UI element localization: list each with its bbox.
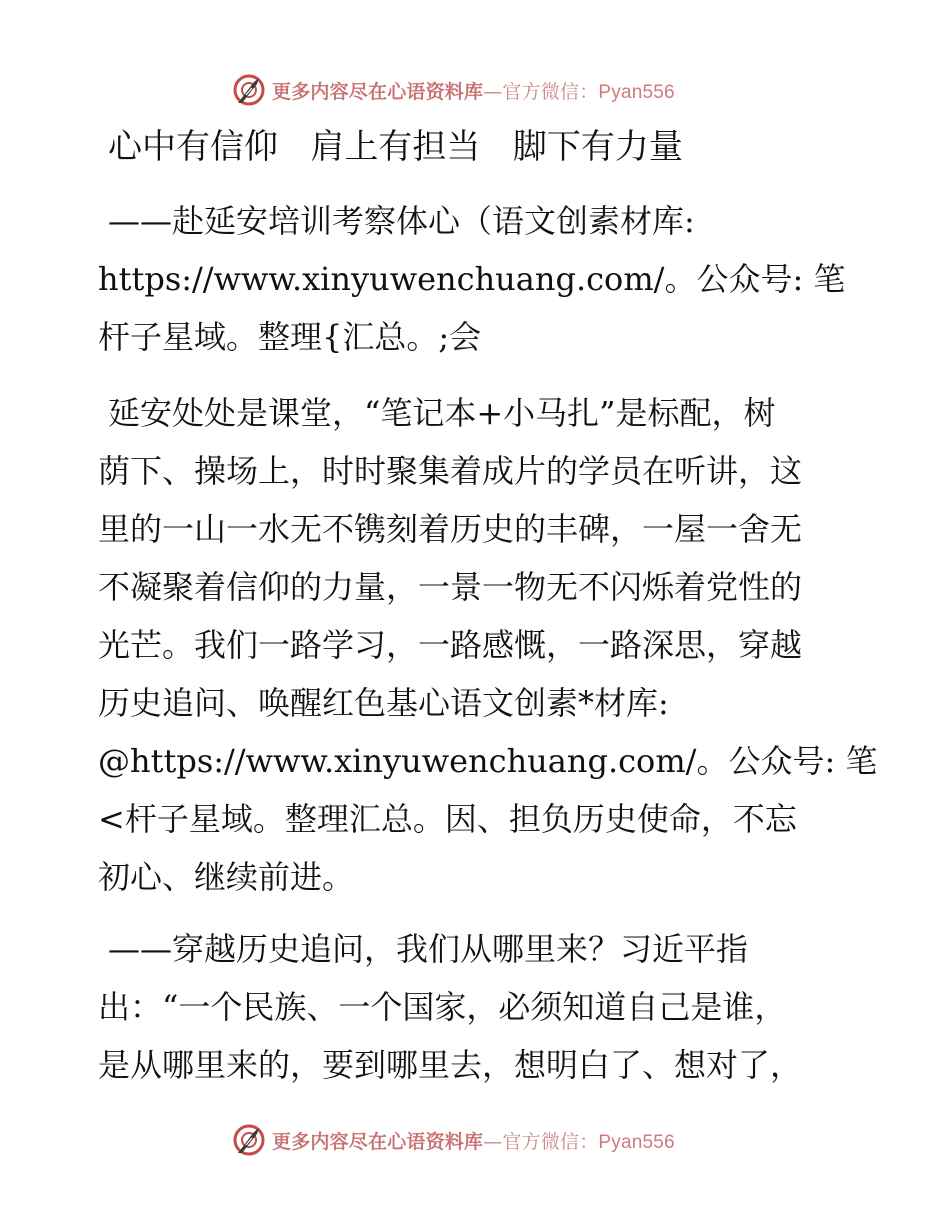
watermark-text xyxy=(272,1127,675,1154)
subtitle-line: 杆子星域。整理{汇总。;会 xyxy=(98,318,482,356)
subtitle-line: ——赴延安培训考察体心（语文创素材库: xyxy=(108,202,695,240)
paragraph-line: 里的一山一水无不镌刻着历史的丰碑，一屋一舍无 xyxy=(98,510,803,548)
document-title: 心中有信仰 肩上有担当 脚下有力量 xyxy=(108,127,683,167)
paragraph-line: 荫下、操场上，时时聚集着成片的学员在听讲，这 xyxy=(98,452,803,490)
paragraph-1 xyxy=(98,384,878,906)
watermark-account: Pyan556 xyxy=(598,81,675,103)
watermark-separator: — xyxy=(483,1130,503,1153)
paragraph-line: @https://www.xinyuwenchuang.com/。公众号: 笔 xyxy=(98,742,878,780)
paragraph-line: 不凝聚着信仰的力量，一景一物无不闪烁着党性的 xyxy=(98,568,803,606)
paragraph-2 xyxy=(98,920,858,1094)
paragraph-line: 延安处处是课堂，“笔记本+小马扎”是标配，树 xyxy=(108,394,776,432)
footer-watermark xyxy=(232,1120,732,1160)
watermark-main-text: 更多内容尽在心语资料库 xyxy=(272,80,484,103)
watermark-account: Pyan556 xyxy=(598,1131,675,1153)
paragraph-line: 光芒。我们一路学习，一路感慨，一路深思，穿越 xyxy=(98,626,803,664)
subtitle-line: https://www.xinyuwenchuang.com/。公众号: 笔 xyxy=(98,260,846,298)
paragraph-line: <杆子星域。整理汇总。因、担负历史使命，不忘 xyxy=(98,800,797,838)
paragraph-line: ——穿越历史追问，我们从哪里来？习近平指 xyxy=(108,930,749,968)
quill-logo-icon xyxy=(232,73,266,107)
watermark-text xyxy=(272,77,675,104)
paragraph-line: 历史追问、唤醒红色基心语文创素*材库: xyxy=(98,684,669,722)
watermark-official-label: 官方微信： xyxy=(502,1130,599,1153)
paragraph-line: 初心、继续前进。 xyxy=(98,858,355,896)
header-watermark xyxy=(232,70,732,110)
subtitle-block xyxy=(98,192,858,366)
watermark-separator: — xyxy=(483,80,503,103)
paragraph-line: 出：“一个民族、一个国家，必须知道自己是谁， xyxy=(98,988,787,1026)
watermark-official-label: 官方微信： xyxy=(502,80,599,103)
quill-logo-icon xyxy=(232,1123,266,1157)
watermark-main-text: 更多内容尽在心语资料库 xyxy=(272,1130,484,1153)
paragraph-line: 是从哪里来的，要到哪里去，想明白了、想对了， xyxy=(98,1046,803,1084)
